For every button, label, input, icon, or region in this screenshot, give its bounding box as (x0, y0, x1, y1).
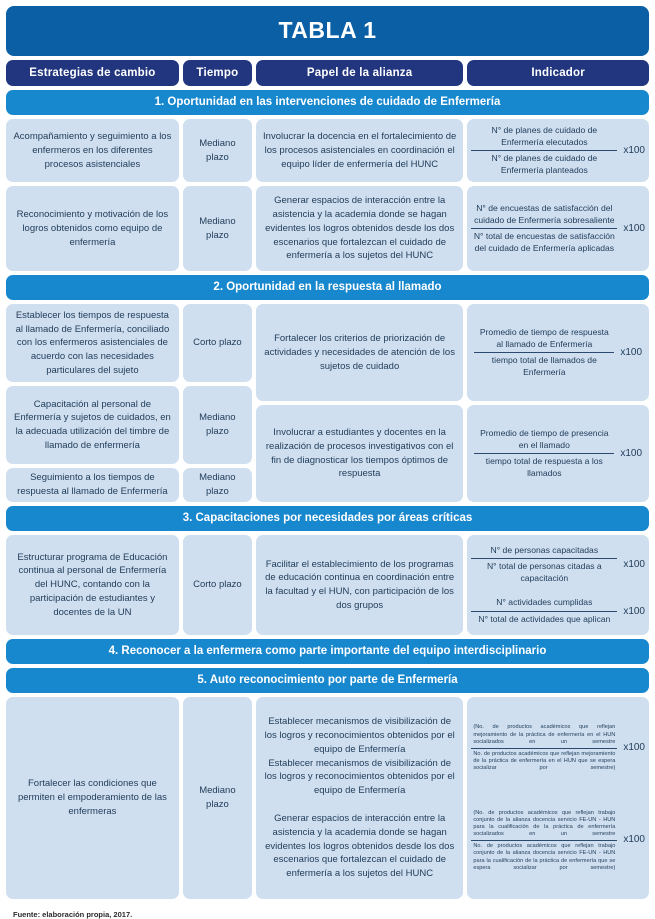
column-header-tiempo: Tiempo (183, 60, 252, 86)
cell-tiempo: Mediano plazo (183, 697, 252, 899)
fraction-denominator: N° total de encuestas de satisfacción del cuidado de Enfermería aplicadas (473, 231, 615, 253)
multiplier: x100 (623, 558, 645, 570)
fraction (474, 428, 614, 479)
fraction (471, 203, 617, 254)
fraction-numerator: N° de personas capacitadas (471, 545, 617, 560)
papel-stack (256, 304, 463, 502)
cell-indicador (467, 697, 649, 899)
papel-paragraph: Establecer mecanismos de visibilización de los logros y reconocimientos obtenidos por el equipo de Enfermería (264, 757, 455, 797)
cell-tiempo: Mediano plazo (183, 468, 252, 502)
cell-papel: Involucrar a estudiantes y docentes en la realización de procesos investigativos con el fin de diagnosticar los tiempos óptimos de respuesta (256, 405, 463, 502)
multiplier: x100 (623, 741, 645, 753)
cell-indicador (467, 304, 649, 401)
page-title: TABLA 1 (6, 6, 649, 56)
cell-estrategia: Capacitación al personal de Enfermería y sujetos de cuidados, en la adecuada utilización del timbre de llamado de enfermería (6, 386, 179, 464)
formula (471, 597, 645, 625)
indicador-stack (467, 304, 649, 502)
estrategia-stack (6, 304, 179, 502)
tiempo-stack (183, 304, 252, 502)
multiplier: x100 (620, 346, 643, 358)
column-header-row (6, 60, 649, 86)
cell-tiempo: Mediano plazo (183, 386, 252, 464)
cell-estrategia: Establecer los tiempos de respuesta al llamado de Enfermería, conciliado con los enfermeros asistenciales de acuerdo con las necesidades particulares del sujeto (6, 304, 179, 382)
column-header-papel: Papel de la alianza (256, 60, 463, 86)
cell-estrategia: Acompañamiento y seguimiento a los enfermeros en los diferentes procesos asistenciales (6, 119, 179, 182)
cell-tiempo: Corto plazo (183, 304, 252, 382)
fraction (471, 810, 617, 872)
cell-papel: Facilitar el establecimiento de los programas de educación continua en coordinación entre la facultad y el HUN, con participación de los dos grupos (256, 535, 463, 635)
multiplier: x100 (623, 605, 645, 617)
fraction-numerator: (No. de productos académicos que reflejan mejoramiento de la práctica de enfermería en el HUN socializados en un semestre (471, 724, 617, 748)
cell-tiempo: Corto plazo (183, 535, 252, 635)
table-row (6, 697, 649, 899)
formula (471, 545, 645, 585)
cell-estrategia: Estructurar programa de Educación continua al personal de Enfermería del HUNC, contando con la participación de estudiantes y docentes de la UN (6, 535, 179, 635)
fraction-denominator: No. de productos académicos que reflejan mejoramiento de la práctica de enfermería en el HUN que se espera socializar por semestre) (473, 750, 616, 772)
cell-papel: Involucrar la docencia en el fortalecimiento de los procesos asistenciales en coordinación el equipo líder de enfermería del HUNC (256, 119, 463, 182)
column-header-indicador: Indicador (467, 60, 649, 86)
table-row (6, 119, 649, 182)
cell-indicador (467, 119, 649, 182)
fraction (474, 327, 614, 378)
table-row-group (6, 304, 649, 502)
fraction-numerator: Promedio de tiempo de respuesta al llamado de Enfermería (474, 327, 614, 353)
fraction (471, 597, 617, 625)
section-header-2: 2. Oportunidad en la respuesta al llamado (6, 275, 649, 300)
cell-estrategia: Seguimiento a los tiempos de respuesta al llamado de Enfermería (6, 468, 179, 502)
fraction-denominator: tiempo total de llamados de Enfermería (491, 355, 597, 377)
cell-tiempo: Mediano plazo (183, 186, 252, 271)
formula (471, 724, 645, 772)
table-row (6, 535, 649, 635)
cell-indicador (467, 535, 649, 635)
fraction-denominator: N° total de personas citadas a capacitación (486, 561, 602, 583)
fraction-numerator: (No. de productos académicos que reflejan trabajo conjunto de la alianza docencia servicio FE-UN - HUN para la cualificación de la práctica de enfermería socializados en un semestre (471, 810, 617, 842)
section-header-4: 4. Reconocer a la enfermera como parte importante del equipo interdisciplinario (6, 639, 649, 664)
fraction-numerator: N° de planes de cuidado de Enfermería elecutados (471, 125, 617, 151)
source-note: Fuente: elaboración propia, 2017. (13, 910, 133, 919)
formula (474, 327, 642, 378)
fraction-denominator: N° total de actividades que aplican (478, 613, 611, 624)
formula (471, 203, 645, 254)
cell-tiempo: Mediano plazo (183, 119, 252, 182)
section-header-3: 3. Capacitaciones por necesidades por áreas críticas (6, 506, 649, 531)
multiplier: x100 (623, 223, 645, 235)
fraction-denominator: tiempo total de respuesta a los llamados (485, 456, 603, 478)
fraction (471, 545, 617, 585)
formula (471, 810, 645, 872)
fraction-denominator: N° de planes de cuidado de Enfermería planteados (491, 153, 598, 175)
cell-indicador (467, 186, 649, 271)
fraction-denominator: No. de productos académicos que reflejan trabajo conjunto de la alianza docencia servicio FE-UN - HUN para la cualificación de la práctica de enfermería que se espera socializar por semestre) (473, 843, 616, 871)
fraction (471, 125, 617, 176)
section-header-5: 5. Auto reconocimiento por parte de Enfermería (6, 668, 649, 693)
fraction-numerator: Promedio de tiempo de presencia en el llamado (474, 428, 614, 454)
multiplier: x100 (623, 144, 645, 156)
cell-estrategia: Reconocimiento y motivación de los logros obtenidos como equipo de enfermería (6, 186, 179, 271)
column-header-estrategias: Estrategias de cambio (6, 60, 179, 86)
cell-papel: Generar espacios de interacción entre la asistencia y la academia donde se hagan evidentes los logros obtenidos desde los dos escenarios que fortalezcan el cuidado de enfermería a los sujetos del HUNC (256, 186, 463, 271)
fraction-numerator: N° de encuestas de satisfacción del cuidado de Enfermería sobresaliente (471, 203, 617, 229)
table-row (6, 186, 649, 271)
cell-papel: Fortalecer los criterios de priorización de actividades y necesidades de atención de los sujetos de cuidado (256, 304, 463, 401)
multiplier: x100 (620, 447, 643, 459)
formula (474, 428, 642, 479)
formula (471, 125, 645, 176)
fraction (471, 724, 617, 772)
fraction-numerator: N° actividades cumplidas (471, 597, 617, 612)
cell-estrategia: Fortalecer las condiciones que permiten el empoderamiento de las enfermeras (6, 697, 179, 899)
papel-paragraph: Generar espacios de interacción entre la asistencia y la academia donde se hagan evidentes los logros obtenidos desde los dos escenarios que fortalezcan el cuidado de enfermería a los sujetos del HUNC (265, 812, 455, 880)
papel-paragraph: Establecer mecanismos de visibilización de los logros y reconocimientos obtenidos por el equipo de Enfermería (264, 716, 455, 755)
cell-indicador (467, 405, 649, 502)
cell-papel (256, 697, 463, 899)
multiplier: x100 (623, 834, 645, 846)
section-header-1: 1. Oportunidad en las intervenciones de cuidado de Enfermería (6, 90, 649, 115)
